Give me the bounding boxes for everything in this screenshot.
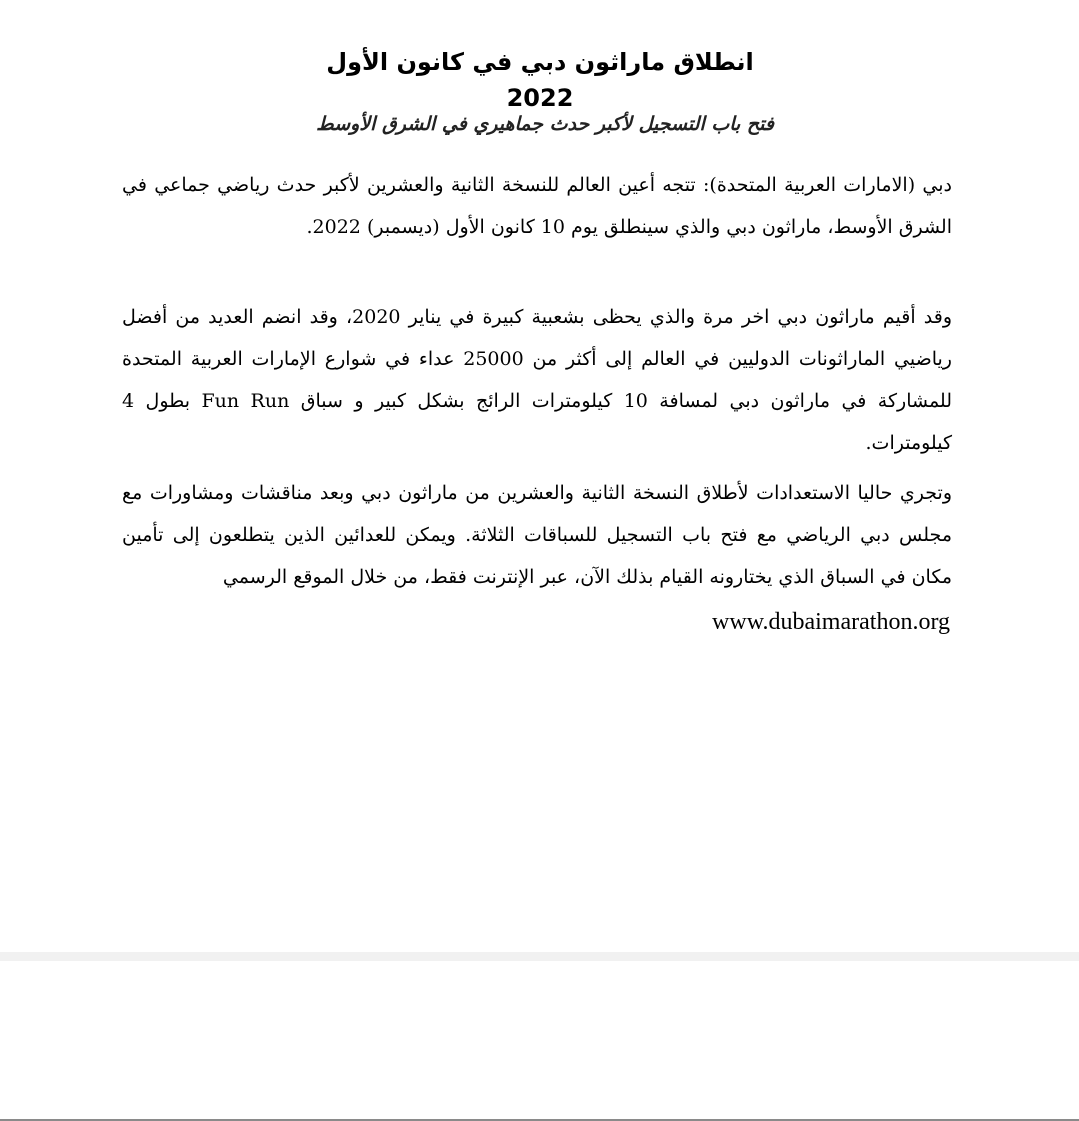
headline: انطلاق ماراثون دبي في كانون الأول 2022 (326, 48, 754, 112)
blank-area (0, 961, 1079, 1119)
paragraph-intro: دبي (الامارات العربية المتحدة): تتجه أعين العالم للنسخة الثانية والعشرين لأكبر حدث رياضي جماعي في الشرق الأوسط، ماراثون دبي والذي سينطلق يوم 10 كانون الأول (ديسمبر) 2022. (122, 174, 952, 238)
paragraph-history: وقد أقيم ماراثون دبي اخر مرة والذي يحظى بشعبية كبيرة في يناير 2020، وقد انضم العديد من أفضل رياضيي الماراثونات الدوليين في العالم إلى أكثر من 25000 عداء في شوارع الإمارات العربية المتحدة للمشاركة في ماراثون دبي لمسافة 10 كيلومترات الرائج بشكل كبير و سباق Fun Run بطول 4 كيلومترات. (122, 306, 953, 454)
subheadline: فتح باب التسجيل لأكبر حدث جماهيري في الشرق الأوسط (316, 113, 774, 135)
website-url: www.dubaimarathon.org (712, 609, 950, 635)
page-separator (0, 952, 1079, 961)
paragraph-registration: وتجري حاليا الاستعدادات لأطلاق النسخة الثانية والعشرين من ماراثون دبي وبعد مناقشات ومشاورات مع مجلس دبي الرياضي مع فتح باب التسجيل للسباقات الثلاثة. ويمكن للعدائين الذين يتطلعون إلى تأمين مكان في السباق الذي يختارونه القيام بذلك الآن، عبر الإنترنت فقط، من خلال الموقع الرسمي (122, 482, 952, 588)
